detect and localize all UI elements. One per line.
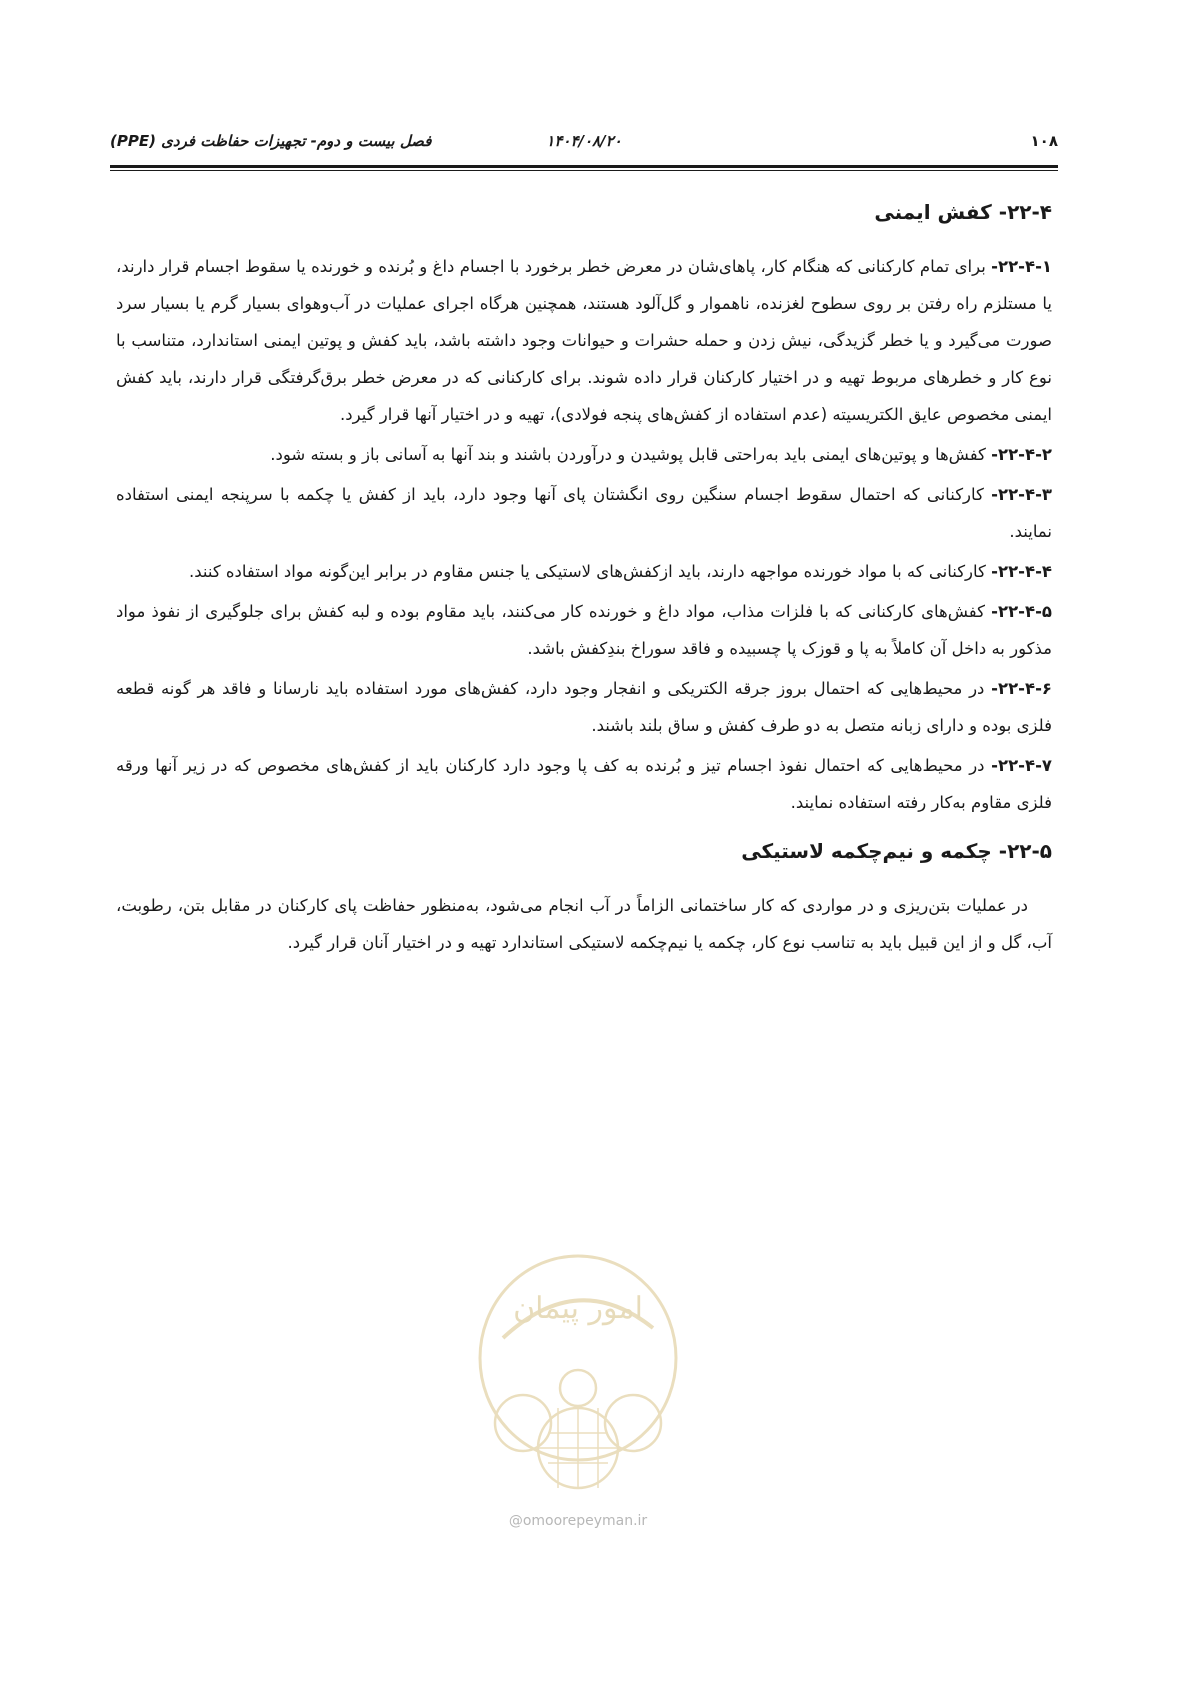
page-header bbox=[110, 126, 1058, 162]
clause-text: در محیط‌هایی که احتمال بروز جرقه الکتریکی و انفجار وجود دارد، کفش‌های مورد استفاده باید نارسانا و فاقد هر گونه قطعه فلزی بوده و دارای زبانه متصل به دو طرف کفش و ساق بلند باشند. bbox=[116, 679, 1052, 735]
page-number: ۱۰۸ bbox=[1030, 132, 1058, 150]
clause-text: کارکنانی که با مواد خورنده مواجهه دارند، باید ازکفش‌های لاستیکی یا جنس مقاوم در برابر این‌گونه مواد استفاده کنند. bbox=[188, 562, 992, 581]
clause-number: ۲۲-۴-۳- bbox=[991, 485, 1052, 504]
section-title-safety-shoes: ۲۲-۴- کفش ایمنی bbox=[874, 200, 1052, 224]
header-date: ۱۴۰۴/۰۸/۲۰ bbox=[546, 132, 622, 150]
watermark-site: @omoorepeyman.ir bbox=[508, 1513, 648, 1529]
clause-22-4-2 bbox=[116, 436, 1052, 473]
clause-text: کارکنانی که احتمال سقوط اجسام سنگین روی انگشتان پای آنها وجود دارد، باید از کفش یا چکمه با سرپنجه ایمنی استفاده نمایند. bbox=[116, 485, 1052, 541]
paragraph-text: در عملیات بتن‌ریزی و در مواردی که کار ساختمانی الزاماً در آب انجام می‌شود، به‌منظور حفاظت پای کارکنان در مقابل بتن، رطوبت، آب، گل و از این قبیل باید به تناسب نوع کار، چکمه یا نیم‌چکمه لاستیکی استاندارد تهیه و در اختیار آنان قرار گیرد. bbox=[116, 896, 1052, 952]
page-content bbox=[116, 182, 1052, 964]
paragraph-rubber-boots bbox=[116, 887, 1052, 961]
clause-text: کفش‌های کارکنانی که با فلزات مذاب، مواد داغ و خورنده کار می‌کنند، باید مقاوم بوده و لبه کفش برای جلوگیری از نفوذ مواد مذکور به داخل آن کاملاً به پا و قوزک پا چسبیده و فاقد سوراخ بندِکفش باشد. bbox=[116, 602, 1052, 658]
header-rule-thick bbox=[110, 165, 1058, 168]
clause-22-4-4 bbox=[116, 553, 1052, 590]
header-rule-thin bbox=[110, 170, 1058, 171]
clause-number: ۲۲-۴-۷- bbox=[991, 756, 1052, 775]
section-title-rubber-boots: ۲۲-۵- چکمه و نیم‌چکمه لاستیکی bbox=[741, 839, 1052, 863]
clause-22-4-5 bbox=[116, 593, 1052, 667]
clause-22-4-1 bbox=[116, 248, 1052, 433]
chapter-title: فصل بیست و دوم- تجهیزات حفاظت فردی (PPE) bbox=[110, 132, 432, 150]
clause-text: برای تمام کارکنانی که هنگام کار، پاهای‌شان در معرض خطر برخورد با اجسام داغ و بُرنده و خورنده یا سقوط اجسام قرار دارند، یا مستلزم راه رفتن بر روی سطوح لغزنده، ناهموار و گل‌آلود هستند، همچنین هرگاه اجرای عملیات در آب‌وهوای بسیار گرم یا بسیار سرد صورت می‌گیرد و یا خطر گزیدگی، نیش زدن و حمله حشرات و حیوانات وجود داشته باشد، باید کفش و پوتین ایمنی استاندارد، متناسب با نوع کار و خطرهای مربوط تهیه و در اختیار کارکنان قرار داده شوند. برای کارکنانی که در معرض خطر برق‌گرفتگی قرار دارند، باید کفش ایمنی مخصوص عایق الکتریسیته (عدم استفاده از کفش‌های پنجه فولادی)، تهیه و در اختیار آنها قرار گیرد. bbox=[116, 257, 1052, 424]
clause-22-4-6 bbox=[116, 670, 1052, 744]
clause-number: ۲۲-۴-۵- bbox=[991, 602, 1052, 621]
watermark-logo-text: امور پیمان bbox=[513, 1291, 643, 1326]
clause-number: ۲۲-۴-۶- bbox=[991, 679, 1052, 698]
clause-22-4-7 bbox=[116, 747, 1052, 821]
clause-number: ۲۲-۴-۴- bbox=[991, 562, 1052, 581]
watermark-logo bbox=[463, 1248, 693, 1533]
clause-22-4-3 bbox=[116, 476, 1052, 550]
clause-text: کفش‌ها و پوتین‌های ایمنی باید به‌راحتی قابل پوشیدن و درآوردن باشند و بند آنها به آسانی باز و بسته شود. bbox=[270, 445, 992, 464]
clause-number: ۲۲-۴-۱- bbox=[991, 257, 1052, 276]
clause-text: در محیط‌هایی که احتمال نفوذ اجسام تیز و بُرنده به کف پا وجود دارد کارکنان باید از کفش‌های مخصوص که در زیر آنها ورقه فلزی مقاوم به‌کار رفته استفاده نمایند. bbox=[116, 756, 1052, 812]
clause-number: ۲۲-۴-۲- bbox=[991, 445, 1052, 464]
